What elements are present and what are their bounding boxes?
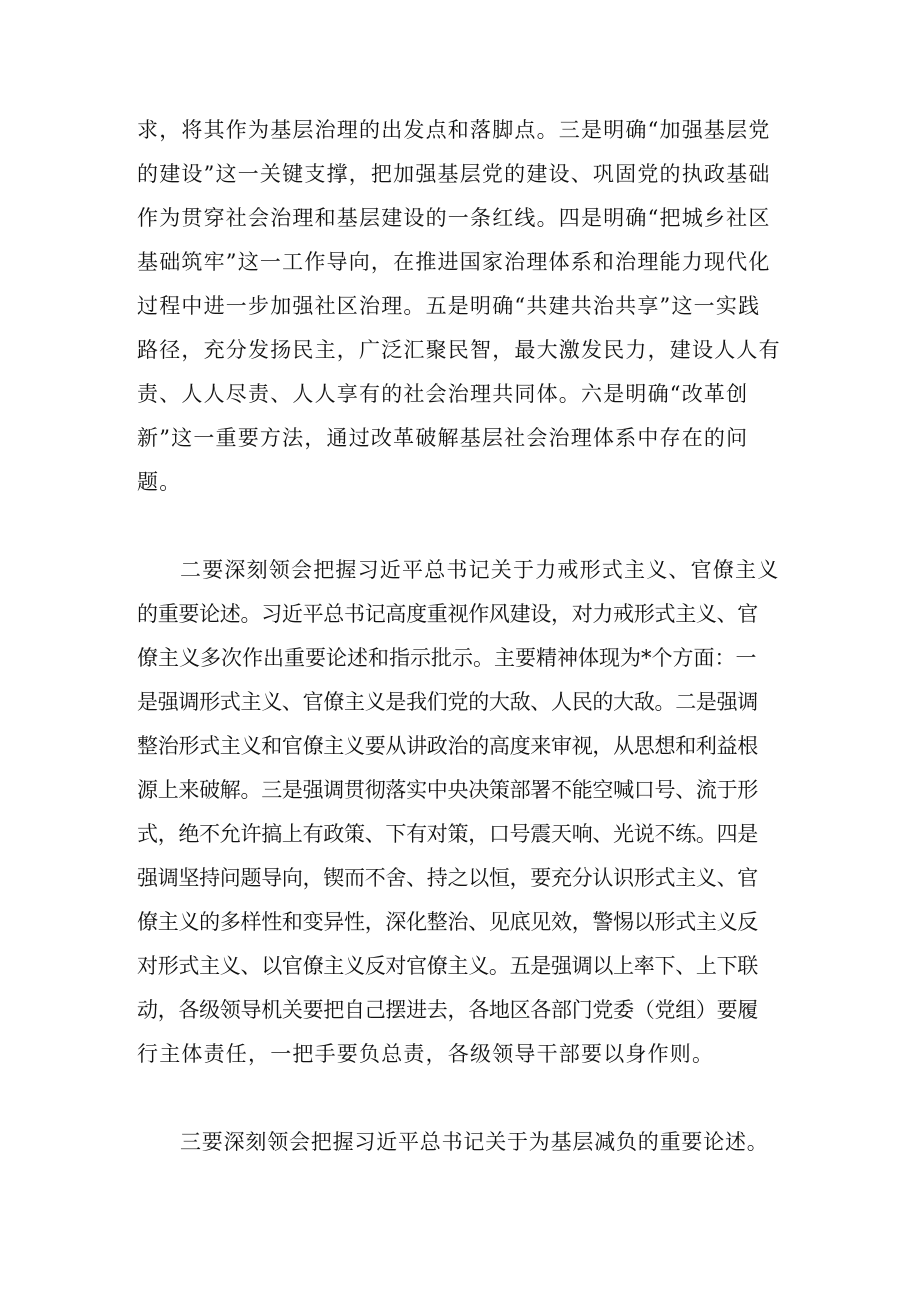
paragraph-2-line-2: 的重要论述。习近平总书记高度重视作风建设，对力戒形式主义、官 bbox=[137, 602, 758, 626]
paragraph-2-line-10: 对形式主义、以官僚主义反对官僚主义。五是强调以上率下、上下联 bbox=[137, 954, 758, 978]
paragraph-2-line-12: 行主体责任，一把手要负总责，各级领导干部要以身作则。 bbox=[137, 1042, 715, 1066]
paragraph-1-line-5: 过程中进一步加强社区治理。五是明确“共建共治共享”这一实践 bbox=[137, 294, 761, 318]
paragraph-2-line-8: 强调坚持问题导向，锲而不舍、持之以恒，要充分认识形式主义、官 bbox=[137, 866, 758, 890]
paragraph-2-line-7: 式，绝不允许搞上有政策、下有对策，口号震天响、光说不练。四是 bbox=[137, 822, 758, 846]
paragraph-2-line-9: 僚主义的多样性和变异性，深化整治、见底见效，警惕以形式主义反 bbox=[137, 910, 758, 934]
paragraph-2-line-6: 源上来破解。三是强调贯彻落实中央决策部署不能空喊口号、流于形 bbox=[137, 778, 758, 802]
paragraph-1-line-6: 路径，充分发扬民主，广泛汇聚民智，最大激发民力，建设人人有 bbox=[137, 338, 781, 362]
paragraph-2-line-4: 是强调形式主义、官僚主义是我们党的大敌、人民的大敌。二是强调 bbox=[137, 690, 758, 714]
paragraph-2-line-3: 僚主义多次作出重要论述和指示批示。主要精神体现为*个方面：一 bbox=[137, 646, 757, 670]
paragraph-1-line-9: 题。 bbox=[137, 470, 182, 494]
paragraph-1-line-1: 求，将其作为基层治理的出发点和落脚点。三是明确“加强基层党 bbox=[137, 118, 771, 142]
paragraph-1-line-2: 的建设”这一关键支撑，把加强基层党的建设、巩固党的执政基础 bbox=[137, 162, 771, 186]
paragraph-2-line-11: 动，各级领导机关要把自己摆进去，各地区各部门党委（党组）要履 bbox=[137, 998, 758, 1022]
paragraph-1-line-4: 基础筑牢”这一工作导向，在推进国家治理体系和治理能力现代化 bbox=[137, 250, 771, 274]
paragraph-2-line-1: 二要深刻领会把握习近平总书记关于力戒形式主义、官僚主义 bbox=[180, 558, 780, 582]
paragraph-3-line-1: 三要深刻领会把握习近平总书记关于为基层减负的重要论述。 bbox=[180, 1130, 769, 1154]
paragraph-2-line-5: 整治形式主义和官僚主义要从讲政治的高度来审视，从思想和利益根 bbox=[137, 734, 758, 758]
paragraph-1-line-8: 新”这一重要方法，通过改革破解基层社会治理体系中存在的问 bbox=[137, 426, 749, 450]
paragraph-1-line-7: 责、人人尽责、人人享有的社会治理共同体。六是明确“改革创 bbox=[137, 382, 749, 406]
paragraph-1-line-3: 作为贯穿社会治理和基层建设的一条红线。四是明确“把城乡社区 bbox=[137, 206, 771, 230]
